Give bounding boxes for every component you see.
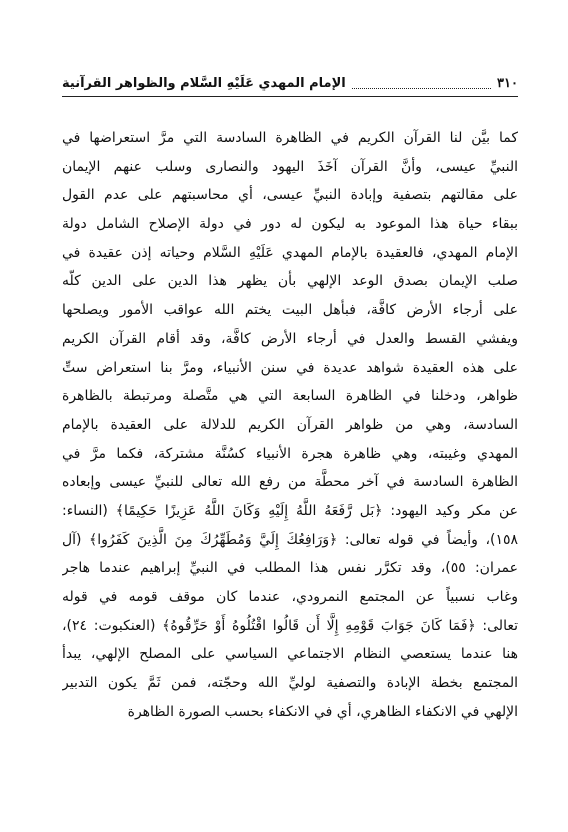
text-line: الإلهي في الانكفاء الظاهري، أي في الانكفاء بحسب الصورة الظاهرة (127, 703, 518, 720)
text-line: على أرجاء الأرض كافَّة، فبأهل البيت يختم الله عواقب الأمور ويصلحها (62, 302, 518, 319)
text-line: الظاهرة السادسة في آخر محطَّة من رفع الله تعالى للنبيِّ عيسى وإبعاده (62, 474, 518, 491)
text-line: عن مكر وكيد اليهود: ﴿بَل رَّفَعَهُ اللَّهُ إِلَيْهِ وَكَانَ اللَّهُ عَزِيزًا حَكِيمًا﴾ (النساء: (62, 502, 518, 519)
text-line: على مقالتهم بتصفية وإبادة النبيِّ عيسى، أي محاسبتهم على عدم القول (62, 187, 518, 204)
text-line: المجتمع بخطة الإبادة والتصفية لوليِّ الله وحجّته، فمن ثَمَّ يكون التدبير (62, 675, 518, 692)
text-line: صلب الإيمان بصدق الوعد الإلهي بأن يظهر هذا الدين على الدين كلّه (62, 273, 518, 290)
body-text (62, 124, 518, 726)
running-header (62, 68, 518, 94)
text-line: ويفشي القسط والعدل في أرجاء الأرض كافَّة، وقد أقام القرآن الكريم (62, 330, 518, 347)
text-line: تعالى: ﴿فَمَا كَانَ جَوَابَ قَوْمِهِ إِلَّا أَن قَالُوا اقْتُلُوهُ أَوْ حَرِّقُوهُ﴾ (العنكبوت: ٢٤)، (62, 617, 518, 634)
header-rule (62, 96, 518, 97)
text-line: كما بيَّن لنا القرآن الكريم في الظاهرة السادسة التي مرَّ استعراضها في (62, 130, 518, 146)
text-line: ببقاء حياة هذا الموعود به ليكون له دور في دولة الإصلاح الشامل دولة (62, 216, 518, 233)
text-line: وغاب نسبياً عن المجتمع النمرودي، عندما كان موقف قومه في قوله (62, 589, 518, 605)
header-dot-leader (352, 88, 491, 89)
text-line: المهدي وغيبته، وهي ظاهرة هجرة الأنبياء كسُنَّة مشتركة، فكما مرَّ في (62, 445, 518, 462)
text-line: على هذه العقيدة شواهد عديدة في سنن الأنبياء، ومرَّ بنا استعراض ستِّ (62, 359, 518, 376)
text-line: هنا عندما يستعصي النظام الاجتماعي السياسي على المصلح الإلهي، يبدأ (62, 646, 518, 663)
text-line: عمران: ٥٥)، وقد تكرَّر نفس هذا المطلب في النبيِّ إبراهيم عندما هاجر (62, 560, 518, 577)
text-line: ظواهر، ودخلنا في الظاهرة السابعة التي هي متَّصلة ومرتبطة بالظاهرة (62, 388, 518, 405)
text-line: ١٥٨)، وأيضاً في قوله تعالى: ﴿وَرَافِعُكَ إِلَيَّ وَمُطَهِّرُكَ مِنَ الَّذِينَ كَفَرُوا﴾ (آل (62, 531, 518, 548)
running-title: الإمام المهدي عَلَيْهِ السَّلام والظواهر القرآنية (62, 76, 346, 91)
text-line: الإمام المهدي، فالعقيدة بالإمام المهدي عَلَيْهِ السَّلام وحياته إذن عقيدة في (62, 244, 518, 261)
text-line: السادسة، وهي من ظواهر القرآن الكريم للدلالة على العقيدة بالإمام (62, 416, 518, 433)
text-line: النبيِّ عيسى، وأنَّ القرآن آخَذَ اليهود والنصارى وسلب عنهم الإيمان (62, 158, 518, 175)
page-number: ٣١٠ (497, 76, 518, 91)
